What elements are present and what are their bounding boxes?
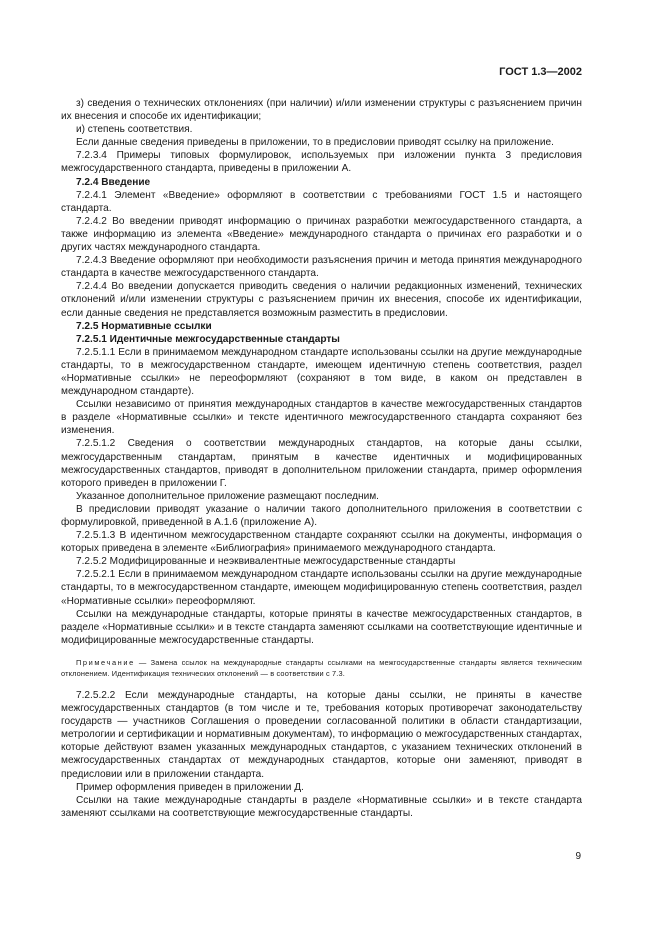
paragraph: Ссылки независимо от принятия международных стандартов в качестве межгосударственных стандартов в разделе «Нормативные ссылки» и тексте идентичного межгосударственного стандарта сохраняют без изменения. <box>61 399 582 437</box>
paragraph: Если данные сведения приведены в приложении, то в предисловии приводят ссылку на приложение. <box>76 137 554 149</box>
paragraph: Указанное дополнительное приложение размещают последним. <box>76 490 379 502</box>
subsection-heading: 7.2.5.1 Идентичные межгосударственные стандарты <box>76 333 340 345</box>
section-heading: 7.2.5 Нормативные ссылки <box>76 320 212 332</box>
paragraph: В предисловии приводят указание о наличии такого дополнительного приложения в соответствии с формулировкой, приведенной в А.1.6 (приложение А). <box>61 503 582 528</box>
paragraph: 7.2.5.1.2 Сведения о соответствии международных стандартов, на которые даны ссылки, межгосударственным стандартам, принятым в качестве идентичных и модифицированных межгосударственных стандартов, приводят в дополнительном приложении стандарта, пример оформления которого приведен в приложении Г. <box>61 438 582 489</box>
paragraph: 7.2.4.2 Во введении приводят информацию о причинах разработки межгосударственного стандарта, а также информацию из элемента «Введение» международного стандарта о причинах его разработки и о других частях международного стандарта. <box>61 215 582 254</box>
paragraph: Ссылки на такие международные стандарты в разделе «Нормативные ссылки» и в тексте стандарта заменяют ссылками на соответствующие межгосударственные стандарты. <box>61 794 582 819</box>
paragraph: Пример оформления приведен в приложении Д. <box>76 781 304 793</box>
paragraph: 7.2.3.4 Примеры типовых формулировок, используемых при изложении пункта 3 предисловия межгосударственного стандарта, приведены в приложении А. <box>61 150 582 175</box>
page-body <box>61 97 582 820</box>
paragraph: 7.2.5.1.3 В идентичном межгосударственном стандарте сохраняют ссылки на документы, информация о которых приведена в элементе «Библиография» принимаемого международного стандарта. <box>61 530 582 555</box>
paragraph: 7.2.5.2 Модифицированные и неэквивалентные межгосударственные стандарты <box>76 556 456 568</box>
paragraph: и) степень соответствия. <box>76 124 193 136</box>
paragraph: 7.2.5.1.1 Если в принимаемом международном стандарте использованы ссылки на другие международные стандарты, то в межгосударственном стандарте, имеющем идентичную степень соответствия, раздел «Нормативные ссылки» не переоформляют (сохраняют в том виде, в каком он представлен в международном стандарте). <box>61 346 582 398</box>
page-number: 9 <box>575 851 581 862</box>
paragraph: Ссылки на международные стандарты, которые приняты в качестве межгосударственных стандартов, в разделе «Нормативные ссылки» и в тексте стандарта заменяют ссылками на соответствующие идентичные и модифицированные межгосударственные стандарты. <box>61 608 582 646</box>
note-label: Примечание <box>76 657 135 667</box>
paragraph: 7.2.4.3 Введение оформляют при необходимости разъяснения причин и метода принятия международного стандарта в качестве межгосударственного стандарта. <box>61 255 582 280</box>
note-text: — Замена ссылок на международные стандарты ссылками на межгосударственные стандарты является техническим отклонением. Идентификация технических отклонений — в соответствии с 7.3. <box>61 657 582 678</box>
note <box>61 657 582 679</box>
paragraph: 7.2.4.4 Во введении допускается приводить сведения о наличии редакционных изменений, технических отклонений и/или изменении структуры с разъяснением причин их внесения, способе их идентификации, если данные сведения не представляется возможным разместить в предисловии. <box>61 281 582 319</box>
paragraph: 7.2.5.2.2 Если международные стандарты, на которые даны ссылки, не приняты в качестве межгосударственных стандартов (в том числе и те, требования которых противоречат законодательству государств — участников Соглашения о проведении согласованной политики в области стандартизации, метрологии и сертификации и нормативным документам), то информацию о межгосударственных стандартах, которые действуют взамен указанных международных стандартов, с указанием технических отклонений в межгосударственных стандартах от международных стандартов, которые они заменяют, приводят в предисловии или в приложении стандарта. <box>61 689 582 780</box>
section-heading: 7.2.4 Введение <box>76 176 151 188</box>
page-header-standard-id: ГОСТ 1.3—2002 <box>499 66 582 78</box>
paragraph: 7.2.5.2.1 Если в принимаемом международном стандарте использованы ссылки на другие международные стандарты, то в межгосударственном стандарте, имеющем модифицированную степень соответствия, раздел «Нормативные ссылки» переоформляют. <box>61 569 582 607</box>
paragraph: з) сведения о технических отклонениях (при наличии) и/или изменении структуры с разъяснением причин их внесения и способе их идентификации; <box>61 98 582 123</box>
paragraph: 7.2.4.1 Элемент «Введение» оформляют в соответствии с требованиями ГОСТ 1.5 и настоящего стандарта. <box>61 189 582 214</box>
